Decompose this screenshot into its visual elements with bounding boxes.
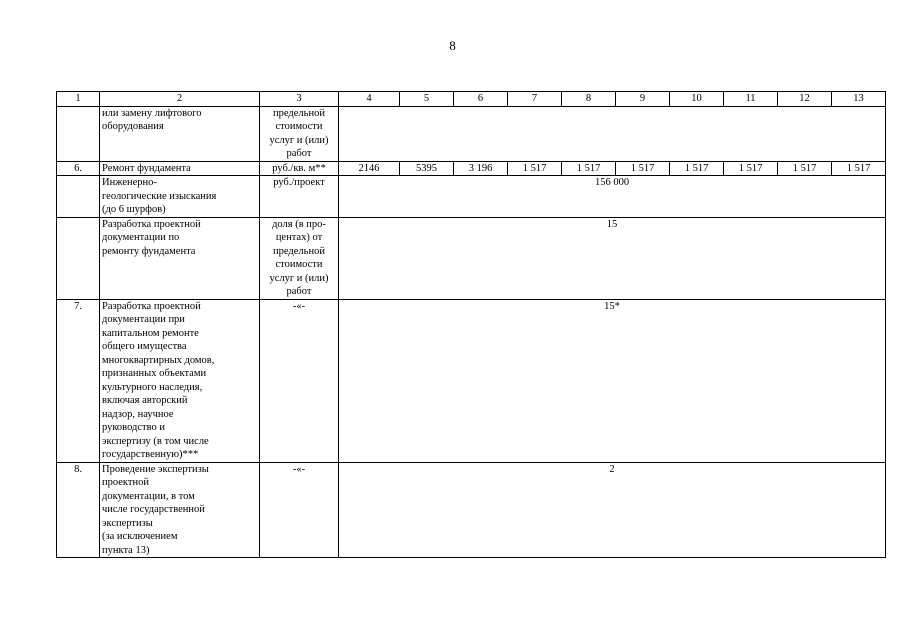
- unit-cell: предельной стоимости услуг и (или) работ: [260, 106, 339, 161]
- row-number: 6.: [57, 161, 100, 176]
- value-cell: 1 517: [778, 161, 832, 176]
- row-number: 7.: [57, 299, 100, 462]
- column-header-8: 8: [562, 92, 616, 107]
- column-header-2: 2: [100, 92, 260, 107]
- table-header-row: [57, 92, 886, 107]
- row-number: 8.: [57, 462, 100, 558]
- unit-cell: доля (в про- центах) от предельной стоимости услуг и (или) работ: [260, 217, 339, 299]
- unit-cell: руб./проект: [260, 176, 339, 218]
- work-name-cell: Ремонт фундамента: [100, 161, 260, 176]
- merged-value-cell: 15: [339, 217, 886, 299]
- table-row: [57, 176, 886, 218]
- row-number: [57, 106, 100, 161]
- merged-value-cell: 156 000: [339, 176, 886, 218]
- value-cell: 5395: [400, 161, 454, 176]
- column-header-12: 12: [778, 92, 832, 107]
- column-header-4: 4: [339, 92, 400, 107]
- table-row: [57, 217, 886, 299]
- row-number: [57, 176, 100, 218]
- value-cell: 1 517: [670, 161, 724, 176]
- value-cell: 1 517: [508, 161, 562, 176]
- column-header-11: 11: [724, 92, 778, 107]
- value-cell: 1 517: [562, 161, 616, 176]
- work-name-cell: Разработка проектной документации при капитальном ремонте общего имущества многоквартирных домов, признанных объектами культурного наследия, включая авторский надзор, научное руководство и экспертизу (в том числе государственную)***: [100, 299, 260, 462]
- table-row: [57, 299, 886, 462]
- unit-cell: -«-: [260, 462, 339, 558]
- merged-value-cell: [339, 106, 886, 161]
- column-header-1: 1: [57, 92, 100, 107]
- unit-cell: руб./кв. м**: [260, 161, 339, 176]
- unit-cell: -«-: [260, 299, 339, 462]
- table-row: [57, 106, 886, 161]
- value-cell: 1 517: [832, 161, 886, 176]
- value-cell: 1 517: [616, 161, 670, 176]
- work-name-cell: или замену лифтового оборудования: [100, 106, 260, 161]
- merged-value-cell: 15*: [339, 299, 886, 462]
- page-number: 8: [449, 38, 456, 53]
- column-header-6: 6: [454, 92, 508, 107]
- column-header-13: 13: [832, 92, 886, 107]
- rates-table: [56, 91, 886, 558]
- value-cell: 1 517: [724, 161, 778, 176]
- work-name-cell: Проведение экспертизы проектной документации, в том числе государственной экспертизы (за исключением пункта 13): [100, 462, 260, 558]
- table-row: [57, 161, 886, 176]
- column-header-9: 9: [616, 92, 670, 107]
- column-header-5: 5: [400, 92, 454, 107]
- work-name-cell: Разработка проектной документации по ремонту фундамента: [100, 217, 260, 299]
- merged-value-cell: 2: [339, 462, 886, 558]
- table-row: [57, 462, 886, 558]
- column-header-3: 3: [260, 92, 339, 107]
- row-number: [57, 217, 100, 299]
- column-header-10: 10: [670, 92, 724, 107]
- work-name-cell: Инженерно- геологические изыскания (до 6 шурфов): [100, 176, 260, 218]
- column-header-7: 7: [508, 92, 562, 107]
- value-cell: 2146: [339, 161, 400, 176]
- value-cell: 3 196: [454, 161, 508, 176]
